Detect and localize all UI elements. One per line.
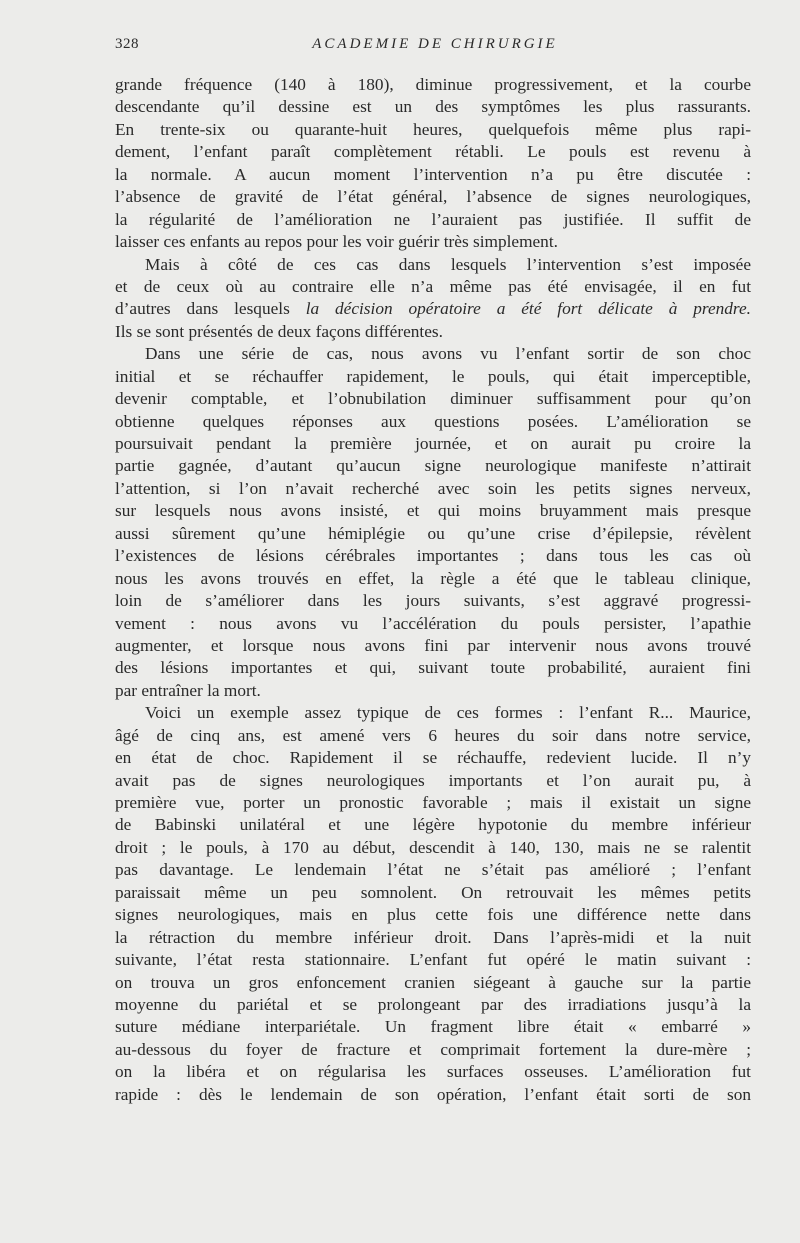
text-line: grande fréquence (140 à 180), diminue progressivement, et la courbe bbox=[115, 75, 751, 94]
page-number: 328 bbox=[115, 36, 139, 52]
text-line: l’existences de lésions cérébrales importantes ; dans tous les cas où bbox=[115, 546, 751, 566]
text-line: par entraîner la mort. bbox=[115, 680, 261, 700]
text-line: laisser ces enfants au repos pour les voir guérir très simplement. bbox=[115, 232, 558, 252]
text-line: l’absence de gravité de l’état général, l’absence de signes neurologiques, bbox=[115, 187, 751, 207]
text-line: pas davantage. Le lendemain l’état ne s’était pas amélioré ; l’enfant bbox=[115, 860, 751, 880]
text-line: poursuivait pendant la première journée, et on aurait pu croire la bbox=[115, 434, 751, 453]
text-line: au-dessous du foyer de fracture et comprimait fortement la dure-mère ; bbox=[115, 1039, 751, 1059]
text-line: de Babinski unilatéral et une légère hypotonie du membre inférieur bbox=[115, 815, 751, 835]
text-line: et de ceux où au contraire elle n’a même pas été envisagée, il en fut bbox=[115, 276, 751, 296]
text-line: première vue, porter un pronostic favorable ; mais il existait un signe bbox=[115, 793, 751, 812]
text-line: l’attention, si l’on n’avait recherché avec soin les petits signes nerveux, bbox=[115, 478, 751, 498]
text-line: descendante qu’il dessine est un des symptômes les plus rassurants. bbox=[115, 97, 751, 117]
text-line: vement : nous avons vu l’accélération du pouls persister, l’apathie bbox=[115, 613, 751, 633]
text-line: initial et se réchauffer rapidement, le pouls, qui était imperceptible, bbox=[115, 366, 751, 386]
text-line: Voici un exemple assez typique de ces formes : l’enfant R... Maurice, bbox=[145, 703, 751, 723]
text-line: des lésions importantes et qui, suivant toute probabilité, auraient fini bbox=[115, 658, 751, 678]
text-line: paraissait même un peu somnolent. On retrouvait les mêmes petits bbox=[115, 882, 751, 902]
text-line: Dans une série de cas, nous avons vu l’enfant sortir de son choc bbox=[145, 344, 751, 364]
text-line: devenir comptable, et l’obnubilation diminuer suffisamment pour qu’on bbox=[115, 389, 751, 409]
text-line: dement, l’enfant paraît complètement rétabli. Le pouls est revenu à bbox=[115, 142, 751, 162]
text-line: suivante, l’état resta stationnaire. L’enfant fut opéré le matin suivant : bbox=[115, 950, 751, 970]
text-line: en état de choc. Rapidement il se réchauffe, redevient lucide. Il n’y bbox=[115, 748, 751, 768]
text-line: on la libéra et on régularisa les surfaces osseuses. L’amélioration fut bbox=[115, 1062, 751, 1082]
text-line: Mais à côté de ces cas dans lesquels l’intervention s’est imposée bbox=[145, 254, 751, 274]
text-line: âgé de cinq ans, est amené vers 6 heures du soir dans notre service, bbox=[115, 725, 751, 745]
text-segment: d’autres dans lesquels bbox=[115, 299, 306, 319]
text-line: loin de s’améliorer dans les jours suivants, s’est aggravé progressi- bbox=[115, 591, 751, 611]
emphasis-text: la décision opératoire a été fort délicate à prendre. bbox=[305, 299, 751, 319]
text-line: nous les avons trouvés en effet, la règle a été que le tableau clinique, bbox=[115, 568, 751, 588]
text-line: la normale. A aucun moment l’intervention n’a pu être discutée : bbox=[115, 164, 751, 184]
text-line: sur lesquels nous avons insisté, et qui moins bruyamment mais presque bbox=[115, 501, 751, 521]
text-line: obtienne quelques réponses aux questions posées. L’amélioration se bbox=[115, 411, 751, 431]
text-line: partie gagnée, d’autant qu’aucun signe neurologique manifeste n’attirait bbox=[115, 456, 751, 476]
text-line: la rétraction du membre inférieur droit. Dans l’après-midi et la nuit bbox=[115, 927, 751, 947]
text-line: Ils se sont présentés de deux façons différentes. bbox=[115, 321, 443, 341]
running-title: ACADEMIE DE CHIRURGIE bbox=[312, 36, 558, 52]
text-line: avait pas de signes neurologiques importants et l’on aurait pu, à bbox=[115, 770, 751, 790]
text-line: la régularité de l’amélioration ne l’auraient pas justifiée. Il suffit de bbox=[115, 209, 751, 229]
text-line: suture médiane interpariétale. Un fragment libre était « embarré » bbox=[115, 1017, 751, 1037]
text-line: moyenne du pariétal et se prolongeant par des irradiations jusqu’à la bbox=[115, 994, 751, 1014]
text-line: on trouva un gros enfoncement cranien siégeant à gauche sur la partie bbox=[115, 972, 751, 992]
text-line: En trente-six ou quarante-huit heures, quelquefois même plus rapi- bbox=[115, 119, 751, 139]
text-line: aussi sûrement qu’une hémiplégie ou qu’une crise d’épilepsie, révèlent bbox=[115, 523, 751, 543]
text-line: rapide : dès le lendemain de son opération, l’enfant était sorti de son bbox=[115, 1084, 751, 1104]
text-line bbox=[115, 298, 751, 320]
page-header bbox=[115, 36, 755, 58]
text-line: droit ; le pouls, à 170 au début, descendit à 140, 130, mais ne se ralentit bbox=[115, 837, 751, 857]
text-line: augmenter, et lorsque nous avons fini par intervenir nous avons trouvé bbox=[115, 635, 751, 655]
body-text bbox=[115, 74, 751, 1106]
text-line: signes neurologiques, mais en plus cette fois une différence nette dans bbox=[115, 905, 751, 925]
